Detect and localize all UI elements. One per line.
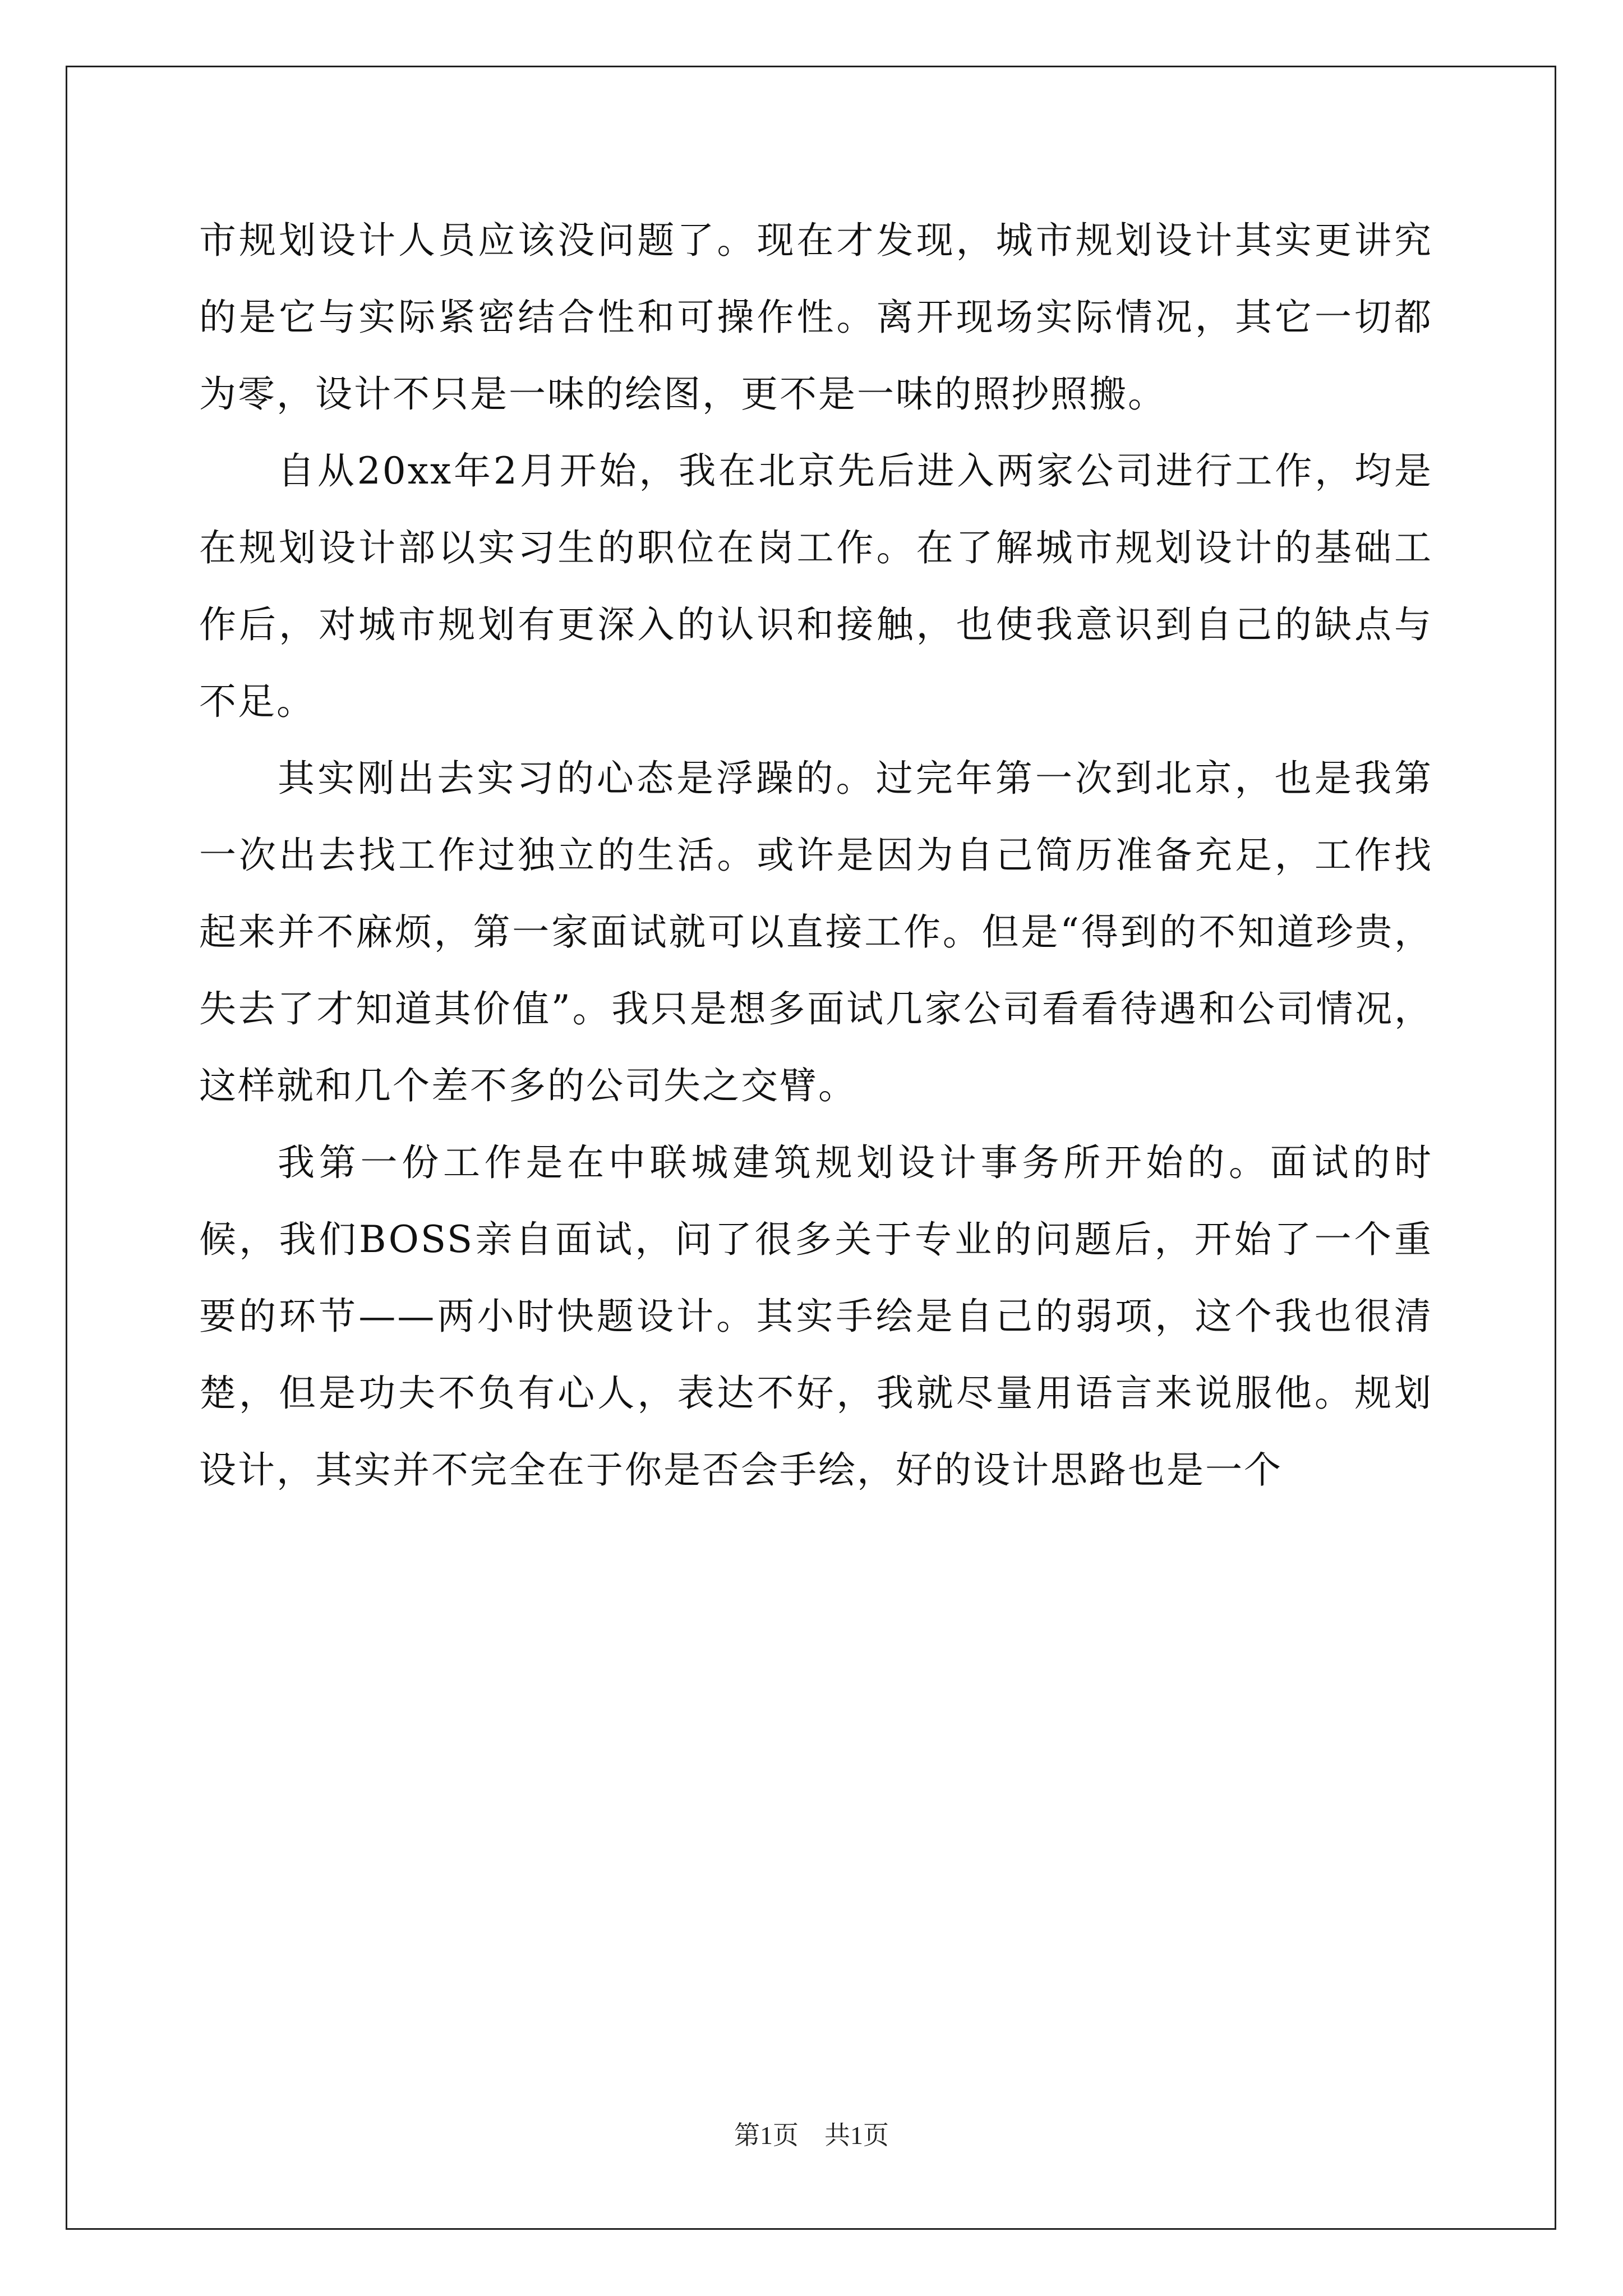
page-footer: 第1页 共1页 [734,2121,889,2150]
paragraph-1: 市规划设计人员应该没问题了。现在才发现，城市规划设计其实更讲究的是它与实际紧密结合性和可操作性。离开现场实际情况，其它一切都为零，设计不只是一味的绘图，更不是一味的照抄照搬。 [199,219,1433,416]
paragraph-4: 我第一份工作是在中联城建筑规划设计事务所开始的。面试的时候，我们BOSS亲自面试，问了很多关于专业的问题后，开始了一个重要的环节——两小时快题设计。其实手绘是自己的弱项，这个我也很清楚，但是功夫不负有心人，表达不好，我就尽量用语言来说服他。规划设计，其实并不完全在于你是否会手绘，好的设计思路也是一个 [199,1141,1433,1492]
document-body [199,202,1433,1508]
paragraph-2: 自从20xx年2月开始，我在北京先后进入两家公司进行工作，均是在规划设计部以实习生的职位在岗工作。在了解城市规划设计的基础工作后，对城市规划有更深入的认识和接触，也使我意识到自己的缺点与不足。 [199,449,1433,723]
paragraph-3: 其实刚出去实习的心态是浮躁的。过完年第一次到北京，也是我第一次出去找工作过独立的生活。或许是因为自己简历准备充足，工作找起来并不麻烦，第一家面试就可以直接工作。但是“得到的不知道珍贵，失去了才知道其价值”。我只是想多面试几家公司看看待遇和公司情况，这样就和几个差不多的公司失之交臂。 [199,757,1433,1107]
